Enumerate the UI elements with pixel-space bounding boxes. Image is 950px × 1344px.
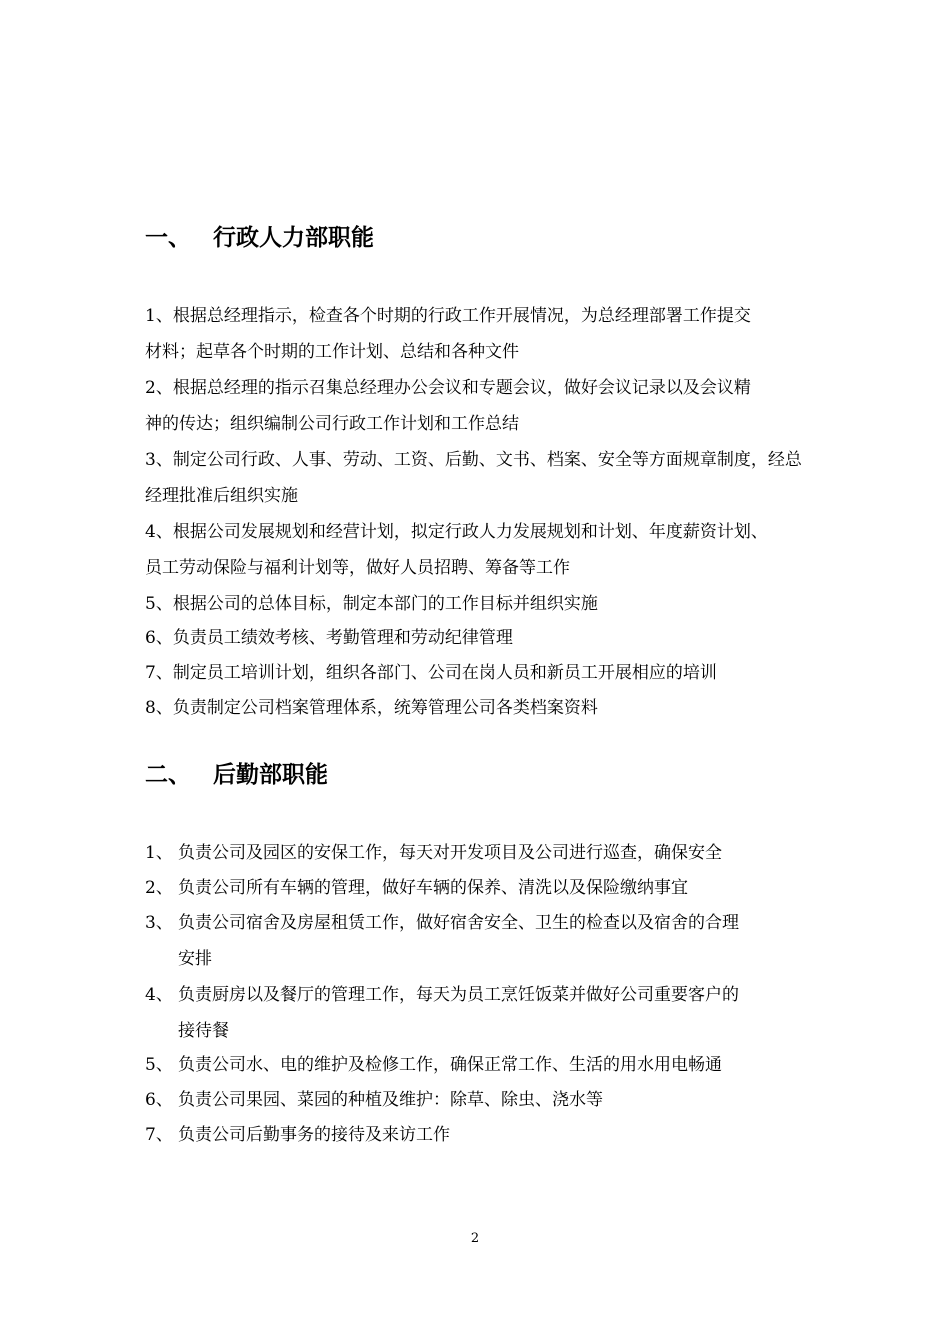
section1-line: 2、根据总经理的指示召集总经理办公会议和专题会议，做好会议记录以及会议精: [145, 378, 751, 398]
section1-line: 员工劳动保险与福利计划等，做好人员招聘、筹备等工作: [145, 558, 570, 578]
item-number: 3、: [145, 913, 173, 933]
item-text: 负责公司水、电的维护及检修工作，确保正常工作、生活的用水用电畅通: [178, 1055, 722, 1075]
item-number: 5、: [145, 1055, 173, 1075]
section1-number: 一、: [145, 225, 191, 251]
section1-line: 6、负责员工绩效考核、考勤管理和劳动纪律管理: [145, 628, 513, 648]
item-text: 负责公司果园、菜园的种植及维护：除草、除虫、浇水等: [178, 1090, 603, 1110]
section1-line: 3、制定公司行政、人事、劳动、工资、后勤、文书、档案、安全等方面规章制度，经总: [145, 450, 802, 470]
item-number: 6、: [145, 1090, 173, 1110]
section1-line: 4、根据公司发展规划和经营计划，拟定行政人力发展规划和计划、年度薪资计划、: [145, 522, 768, 542]
section1-title: 行政人力部职能: [213, 225, 374, 251]
page-number: 2: [470, 1231, 480, 1246]
section1-line: 5、根据公司的总体目标，制定本部门的工作目标并组织实施: [145, 594, 598, 614]
item-text: 负责公司所有车辆的管理，做好车辆的保养、清洗以及保险缴纳事宜: [178, 878, 688, 898]
section1-line: 1、根据总经理指示，检查各个时期的行政工作开展情况，为总经理部署工作提交: [145, 306, 751, 326]
item-text: 接待餐: [178, 1021, 229, 1041]
item-number: 2、: [145, 878, 173, 898]
section1-line: 神的传达；组织编制公司行政工作计划和工作总结: [145, 414, 519, 434]
section1-line: 材料；起草各个时期的工作计划、总结和各种文件: [145, 342, 519, 362]
section1-line: 经理批准后组织实施: [145, 486, 298, 506]
item-text: 负责厨房以及餐厅的管理工作，每天为员工烹饪饭菜并做好公司重要客户的: [178, 985, 739, 1005]
section1-line: 7、制定员工培训计划，组织各部门、公司在岗人员和新员工开展相应的培训: [145, 663, 717, 683]
section2-heading: [145, 760, 328, 790]
item-text: 安排: [178, 949, 212, 969]
item-number: 4、: [145, 985, 173, 1005]
section2-title: 后勤部职能: [213, 762, 328, 788]
item-text: 负责公司及园区的安保工作，每天对开发项目及公司进行巡查，确保安全: [178, 843, 722, 863]
item-text: 负责公司后勤事务的接待及来访工作: [178, 1125, 450, 1145]
item-text: 负责公司宿舍及房屋租赁工作，做好宿舍安全、卫生的检查以及宿舍的合理: [178, 913, 739, 933]
section2-number: 二、: [145, 762, 191, 788]
section1-line: 8、负责制定公司档案管理体系，统筹管理公司各类档案资料: [145, 698, 598, 718]
item-number: 1、: [145, 843, 173, 863]
section1-heading: [145, 223, 374, 253]
item-number: 7、: [145, 1125, 173, 1145]
